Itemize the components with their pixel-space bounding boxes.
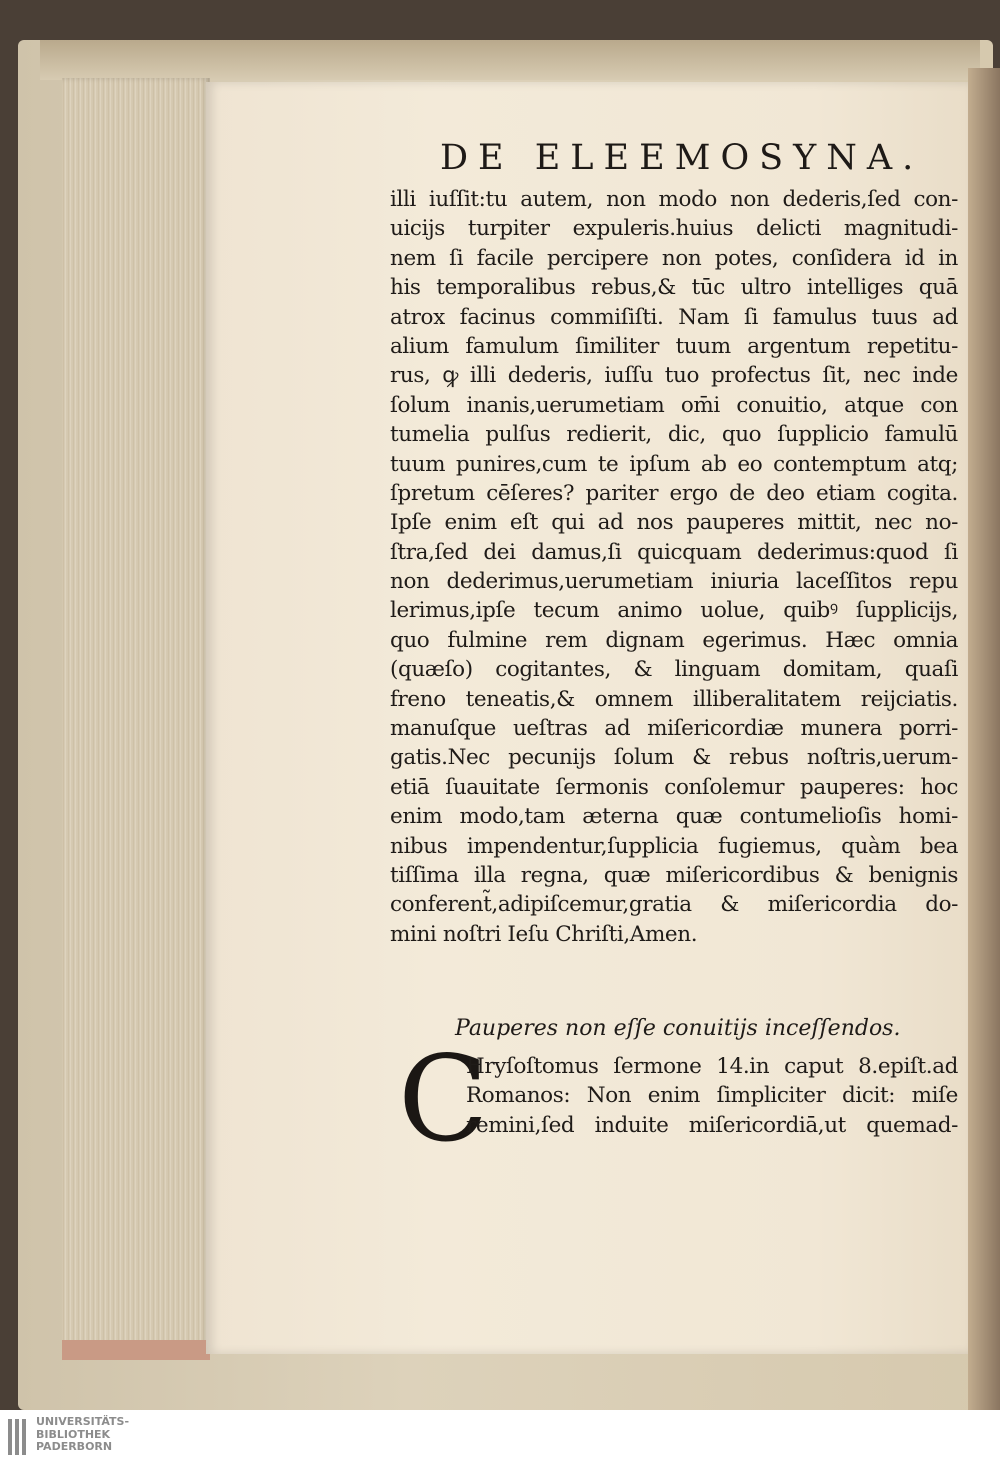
text-line: remini,ſed induite miſericordiā,ut quemad- xyxy=(466,1112,958,1138)
text-line: lerimus,ipſe tecum animo uolue, quibꝰ ſupplicijs, xyxy=(390,598,958,624)
text-line: tuum punires,cum te ipſum ab eo contemptum atq; xyxy=(390,451,958,477)
page-stack-edge xyxy=(62,78,210,1353)
text-line: nibus impendentur,ſupplicia fugiemus, quàm bea xyxy=(390,833,958,859)
text-line: atrox facinus commiſiſti. Nam ſi famulus tuus ad xyxy=(390,304,958,330)
footer-bar xyxy=(0,1410,1000,1465)
text-line: Hryſoſtomus ſermone 14.in caput 8.epiſt.ad xyxy=(466,1054,958,1079)
text-line: Ipſe enim eſt qui ad nos pauperes mittit, nec no- xyxy=(390,510,958,536)
logo-line: BIBLIOTHEK xyxy=(36,1427,111,1441)
text-line: tiſſima illa regna, quæ miſericordibus & benignis xyxy=(390,862,958,888)
text-line: non dederimus,uerumetiam iniuria laceſſitos repu xyxy=(390,569,958,595)
text-line: rus, ꝙ illi dederis, iuſſu tuo profectus ſit, nec inde xyxy=(390,363,958,389)
text-line: his temporalibus rebus,& tūc ultro intelliges quā xyxy=(390,275,958,301)
text-line: tumelia pulſus redierit, dic, quo ſupplicio famulū xyxy=(390,422,958,448)
text-line: ſolum inanis,uerumetiam om̄i conuitio, atque con xyxy=(390,392,958,418)
text-line: enim modo,tam æterna quæ contumelioſis homi- xyxy=(390,804,958,830)
text-line: mini noſtri Ieſu Chriſti,Amen. xyxy=(390,921,698,947)
text-line: (quæſo) cogitantes, & linguam domitam, quaſi xyxy=(390,657,958,683)
body-text xyxy=(390,185,958,949)
text-line: etiā ſuauitate ſermonis conſolemur pauperes: hoc xyxy=(390,774,958,800)
logo-line: UNIVERSITÄTS- xyxy=(36,1415,130,1428)
text-line: quo fulmine rem dignam egerimus. Hæc omnia xyxy=(390,627,958,653)
text-line: ſtra,ſed dei damus,ſi quicquam dederimus:quod ſi xyxy=(390,539,958,565)
text-line: ſpretum cēſeres? pariter ergo de deo etiam cogita. xyxy=(390,480,958,506)
running-head: DE ELEEMOSYNA. xyxy=(440,138,924,178)
drop-initial: C xyxy=(398,1030,489,1168)
cover-top-edge xyxy=(40,40,980,80)
library-logo-icon xyxy=(8,1419,28,1455)
chapter-text xyxy=(466,1052,958,1140)
text-line: gatis.Nec pecunijs ſolum & rebus noſtris,uerum- xyxy=(390,745,958,771)
text-line: Romanos: Non enim ſimpliciter dicit: miſe xyxy=(466,1083,958,1109)
logo-line: PADERBORN xyxy=(36,1440,113,1453)
text-line: illi iuſſit:tu autem, non modo non dederis,ſed con- xyxy=(390,187,958,212)
text-line: manuſque ueſtras ad miſericordiæ munera porri- xyxy=(390,716,958,742)
text-line: nem ſi facile percipere non potes, conſidera id in xyxy=(390,245,958,271)
facing-page-edge xyxy=(968,68,1000,1410)
library-logo-text xyxy=(36,1416,129,1454)
chapter-heading: Pauperes non eſſe conuitijs inceſſendos. xyxy=(455,1016,901,1041)
text-line: freno teneatis,& omnem illiberalitatem reijciatis. xyxy=(390,686,958,712)
text-line: alium famulum ſimiliter tuum argentum repetitu- xyxy=(390,333,958,359)
red-edge-strip xyxy=(62,1340,210,1360)
text-line: uicijs turpiter expuleris.huius delicti magnitudi- xyxy=(390,216,958,242)
text-line: conferent̃,adipiſcemur,gratia & miſericordia do- xyxy=(390,892,958,918)
